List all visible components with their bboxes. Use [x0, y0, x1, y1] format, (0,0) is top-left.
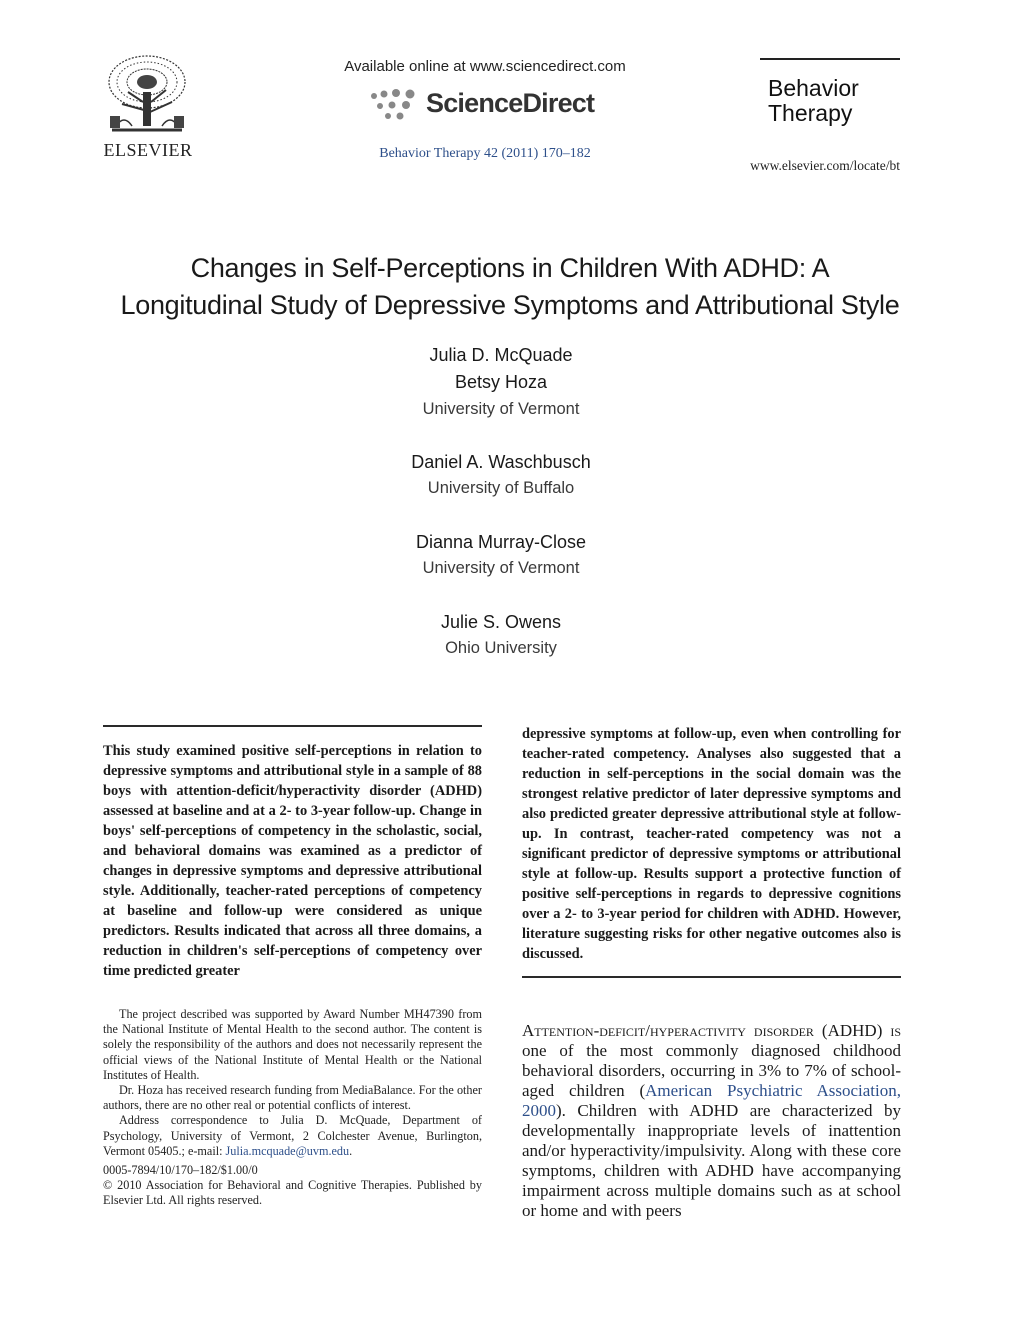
body-paragraph — [522, 1021, 901, 1221]
footnotes — [103, 1007, 482, 1209]
abstract-bottom-rule — [522, 976, 901, 978]
body-text-part-1: one of the most commonly diagnosed childhood behavioral disorders, occurring in 3% to 7% of school-aged children ( — [522, 1041, 901, 1100]
author-name: Dianna Murray-Close — [415, 532, 587, 552]
author-affiliation: University of Vermont — [422, 559, 580, 577]
funding-note: The project described was supported by Award Number MH47390 from the National Institute of Mental Health to the second author. The content is solely the responsibility of the authors and does not necessarily represent the official views of the National Institute of Mental Health or the National Institutes of Health. — [103, 1007, 482, 1082]
author-affiliation: University of Vermont — [422, 400, 580, 418]
issn-note: 0005-7894/10/170–182/$1.00/0 — [103, 1163, 258, 1178]
sciencedirect-wordmark: ScienceDirect — [426, 88, 595, 118]
journal-logo-line2: Therapy — [768, 100, 853, 126]
correspondence-end: . — [349, 1143, 353, 1158]
abstract-right-column: depressive symptoms at follow-up, even when controlling for teacher-rated competency. Analyses also suggested that a reduction in self-perceptions in the social domain was the strongest relative predictor of later depressive symptoms and also predicted greater depressive attributional style at follow-up. In contrast, teacher-rated competency was not a significant predictor of depressive symptoms or attributional style at follow-up. Results support a protective function of positive self-perceptions in regards to depressive cognitions over a 2- to 3-year period for children with ADHD. However, literature suggesting risks for other negative outcomes also is discussed. — [522, 726, 901, 962]
author-name: Betsy Hoza — [454, 372, 548, 392]
author-name: Julie S. Owens — [440, 612, 562, 632]
author-affiliation: Ohio University — [445, 639, 557, 657]
title-line-2: Longitudinal Study of Depressive Symptoms and Attributional Style — [120, 290, 900, 320]
sciencedirect-dots-icon — [368, 86, 420, 122]
body-lead-abbrev: (ADHD) — [813, 1021, 891, 1040]
conflict-note: Dr. Hoza has received research funding from MediaBalance. For the other authors, there are no other real or potential conflicts of interest. — [103, 1083, 482, 1113]
author-name: Daniel A. Waschbusch — [411, 452, 591, 472]
journal-logo-line1: Behavior — [768, 75, 859, 101]
elsevier-tree-icon — [104, 52, 190, 136]
title-line-1: Changes in Self-Perceptions in Children With ADHD: A — [190, 253, 830, 283]
email-link[interactable]: Julia.mcquade@uvm.edu — [225, 1143, 350, 1158]
correspondence-address: Address correspondence to Julia D. McQuade, Department of Psychology, University of Vermont, 2 Colchester Avenue, Burlington, Vermont 05405.; e-mail: — [103, 1113, 482, 1158]
article-title — [60, 250, 960, 324]
body-text-part-2: ). Children with ADHD are characterized by developmentally inappropriate levels of inattention and/or hyperactivity/impulsivity. Along with these core symptoms, children with ADHD have accompanying impairment across multiple domains such as at school or home and with peers — [522, 1101, 901, 1220]
body-lead-is: is — [890, 1021, 901, 1040]
body-lead-smallcaps: Attention-deficit/hyperactivity disorder — [522, 1021, 814, 1040]
correspondence-note — [103, 1113, 482, 1159]
journal-url[interactable]: www.elsevier.com/locate/bt — [750, 158, 900, 173]
author-name: Julia D. McQuade — [429, 345, 573, 365]
citation-link[interactable]: American Psychiatric Association, 2000 — [522, 1081, 901, 1120]
elsevier-wordmark: ELSEVIER — [103, 140, 193, 160]
elsevier-logo — [100, 52, 196, 160]
sciencedirect-logo — [368, 82, 608, 126]
journal-logo — [768, 76, 859, 126]
journal-logo-rule — [760, 58, 900, 60]
journal-citation[interactable]: Behavior Therapy 42 (2011) 170–182 — [379, 146, 591, 161]
abstract-left-column: This study examined positive self-perceptions in relation to depressive symptoms and attributional style in a sample of 88 boys with attention-deficit/hyperactivity disorder (ADHD) assessed at baseline and at a 2- to 3-year follow-up. Change in boys' self-perceptions of competency in the scholastic, social, and behavioral domains was examined as a predictor of changes in depressive symptoms and depressive attributional style. Additionally, teacher-rated perceptions of competency at baseline and follow-up were considered as unique predictors. Results indicated that across all three domains, a reduction in children's self-perceptions of competency over time predicted greater — [103, 743, 482, 979]
copyright-note: © 2010 Association for Behavioral and Cognitive Therapies. Published by Elsevier Ltd. All rights reserved. — [103, 1178, 482, 1208]
abstract-top-rule — [103, 725, 482, 727]
author-affiliation: University of Buffalo — [427, 479, 575, 497]
available-online-text: Available online at www.sciencedirect.com — [344, 58, 626, 75]
